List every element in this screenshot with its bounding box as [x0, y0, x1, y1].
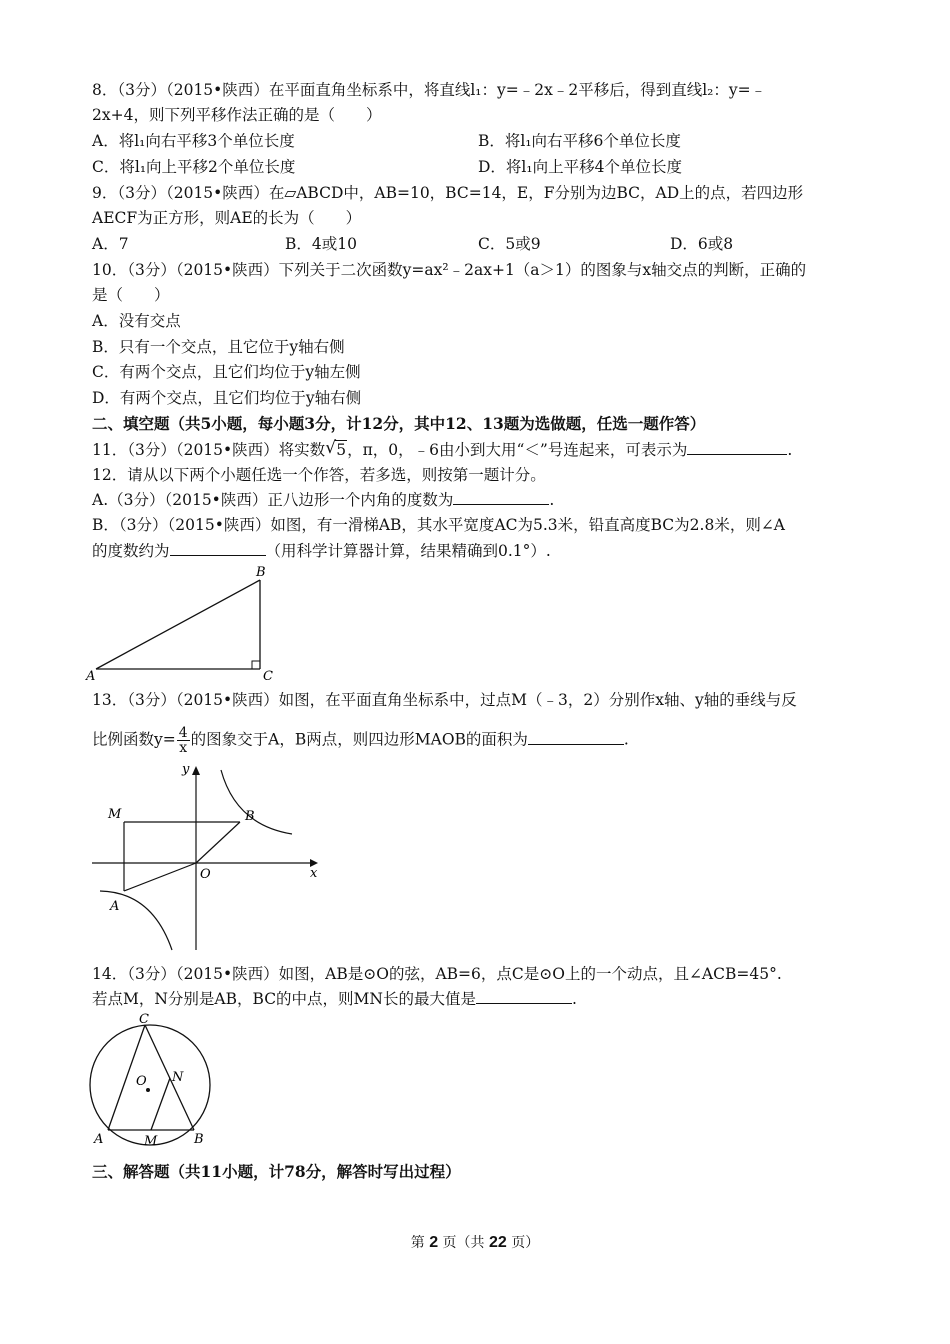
q14-line2: [92, 989, 577, 1009]
label-y: y: [182, 762, 190, 777]
q11-radicand: 5: [336, 441, 347, 459]
footer-suffix: 页）: [511, 1235, 540, 1251]
label-a: A: [110, 899, 120, 914]
segment-cb: [145, 1025, 194, 1130]
hyperbola-branch-first-quadrant: [221, 770, 292, 834]
segment-oa: [124, 863, 196, 891]
q11-text-after: ，π，0，﹣6由小到大用“＜”号连起来，可表示为: [347, 441, 688, 459]
fraction-denominator: x: [179, 740, 188, 756]
footer-total-pages: 22: [489, 1234, 507, 1251]
footer-mid: 页（共: [442, 1235, 485, 1251]
q10-option-c: C．有两个交点，且它们均位于y轴左侧: [92, 363, 361, 381]
q12b-line1: B．（3分）（2015•陕西）如图，有一滑梯AB，其水平宽度AC为5.3米，铅直高度BC为2.8米，则∠A: [92, 516, 785, 534]
q8-option-d: D．将l₁向上平移4个单位长度: [478, 158, 682, 176]
q10-stem-line1: 10．（3分）（2015•陕西）下列关于二次函数y=ax²﹣2ax+1（a＞1）的图象与x轴交点的判断，正确的: [92, 261, 807, 279]
label-c: C: [263, 669, 273, 684]
q11-answer-blank[interactable]: [687, 440, 787, 455]
q12a-end: .: [549, 491, 555, 509]
segment-ab: [96, 580, 260, 669]
q13-text-before: 比例函数y=: [92, 730, 176, 749]
q9-stem-line2: AECF为正方形，则AE的长为（ ）: [92, 209, 362, 227]
label-m: M: [108, 807, 122, 822]
q9-option-d: D．6或8: [670, 235, 734, 253]
q13-answer-blank[interactable]: [528, 730, 624, 745]
segment-mn: [151, 1078, 170, 1130]
q12a-line: [92, 490, 554, 510]
page-footer: [0, 1232, 950, 1252]
q12b-text-before: 的度数约为: [92, 542, 170, 560]
q8-stem-line2: 2x+4，则下列平移作法正确的是（ ）: [92, 106, 382, 124]
q10-option-d: D．有两个交点，且它们均位于y轴右侧: [92, 389, 362, 407]
figure-coordinate-plane: [84, 760, 324, 955]
q8-stem-line1: 8．（3分）（2015•陕西）在平面直角坐标系中，将直线l₁：y=﹣2x﹣2平移后，得到直线l₂：y=﹣: [92, 81, 767, 99]
y-axis-arrow: [192, 766, 200, 775]
q8-option-b: B．将l₁向右平移6个单位长度: [478, 132, 681, 150]
footer-prefix: 第: [410, 1235, 425, 1251]
q11-text-before: 11．（3分）（2015•陕西）将实数: [92, 441, 326, 459]
q12a-answer-blank[interactable]: [453, 490, 549, 505]
q10-stem-line2: 是（ ）: [92, 286, 170, 304]
q12b-answer-blank[interactable]: [170, 541, 266, 556]
fraction-4-over-x: [177, 726, 190, 755]
q10-option-b: B．只有一个交点，且它位于y轴右侧: [92, 338, 345, 356]
q10-option-a: A．没有交点: [92, 312, 181, 330]
label-b: B: [194, 1132, 204, 1147]
q11-end: .: [787, 441, 793, 459]
figure-circle-chord: [84, 1013, 224, 1153]
label-o: O: [200, 867, 211, 882]
label-a: A: [86, 669, 96, 684]
label-b: B: [256, 565, 266, 580]
label-c: C: [139, 1013, 149, 1027]
q13-text-after: 的图象交于A，B两点，则四边形MAOB的面积为: [190, 730, 528, 749]
label-m: M: [144, 1134, 158, 1149]
q13-line2: [92, 726, 629, 755]
q14-text-before: 若点M，N分别是AB，BC的中点，则MN长的最大值是: [92, 990, 476, 1008]
label-b: B: [245, 809, 255, 824]
q12a-text: A.（3分）（2015•陕西）正八边形一个内角的度数为: [92, 491, 454, 509]
figure-slide-triangle: [84, 563, 284, 687]
q9-option-a: A．7: [92, 235, 129, 253]
q9-option-c: C．5或9: [478, 235, 541, 253]
q8-option-c: C．将l₁向上平移2个单位长度: [92, 158, 296, 176]
label-x: x: [310, 866, 318, 881]
q13-line1: 13．（3分）（2015•陕西）如图，在平面直角坐标系中，过点M（﹣3，2）分别作x轴、y轴的垂线与反: [92, 691, 797, 709]
q14-line1: 14．（3分）（2015•陕西）如图，AB是⊙O的弦，AB=6，点C是⊙O上的一个动点，且∠ACB=45°.: [92, 965, 782, 983]
label-o: O: [136, 1074, 147, 1089]
q12-intro: 12．请从以下两个小题任选一个作答，若多选，则按第一题计分。: [92, 466, 546, 484]
footer-page-number: 2: [429, 1234, 439, 1251]
q9-stem-line1: 9．（3分）（2015•陕西）在▱ABCD中，AB=10，BC=14，E，F分别为边BC，AD上的点，若四边形: [92, 184, 804, 202]
q12b-line2: [92, 541, 551, 561]
q13-end: .: [623, 730, 629, 749]
q14-answer-blank[interactable]: [476, 989, 572, 1004]
q14-end: .: [572, 990, 577, 1008]
label-n: N: [172, 1070, 184, 1085]
q9-option-b: B．4或10: [285, 235, 357, 253]
sqrt-symbol: √ 5: [325, 438, 347, 459]
label-a: A: [94, 1132, 104, 1147]
fraction-numerator: 4: [178, 725, 188, 741]
q12b-text-after: （用科学计算器计算，结果精确到0.1°）.: [265, 542, 551, 560]
q8-option-a: A．将l₁向右平移3个单位长度: [92, 132, 295, 150]
section2-heading: 二、填空题（共5小题，每小题3分，计12分，其中12、13题为选做题，任选一题作答）: [92, 414, 706, 433]
right-angle-mark: [252, 661, 260, 669]
section3-heading: 三、解答题（共11小题，计78分，解答时写出过程）: [92, 1162, 461, 1181]
q11-line: [92, 440, 792, 460]
segment-ob: [196, 822, 240, 863]
